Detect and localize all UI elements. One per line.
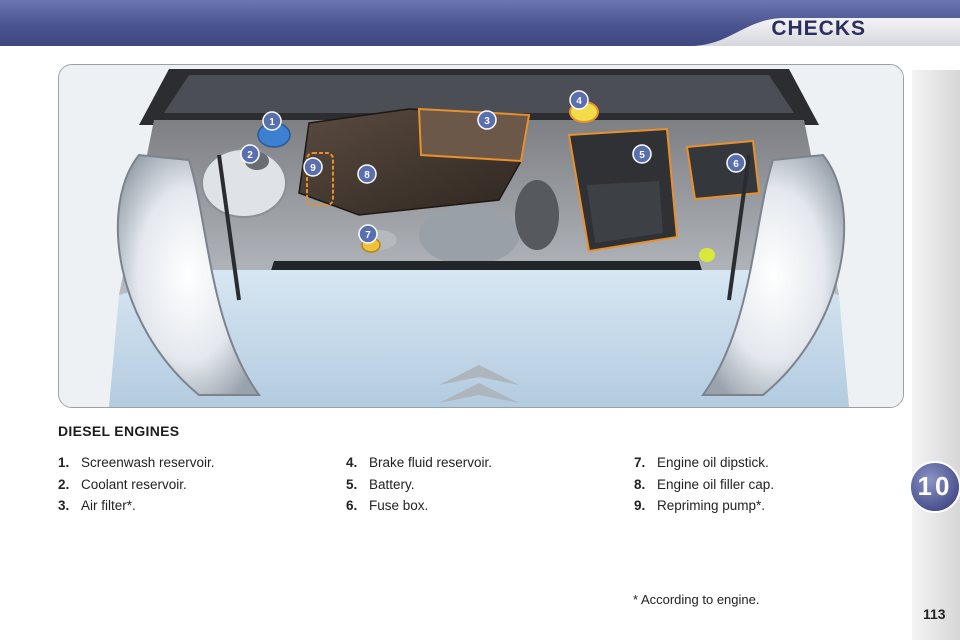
legend-number: 8. [634, 476, 646, 492]
chapter-badge [906, 460, 960, 514]
legend-text: Coolant reservoir. [81, 476, 187, 492]
legend-item [58, 477, 215, 499]
legend-item [634, 498, 774, 520]
legend-item [346, 477, 492, 499]
callout-2 [241, 145, 259, 163]
section-title: DIESEL ENGINES [58, 423, 180, 439]
legend-item [58, 498, 215, 520]
callout-8 [358, 165, 376, 183]
svg-text:9: 9 [310, 163, 316, 174]
legend-number: 9. [634, 498, 646, 513]
callout-6 [727, 154, 745, 172]
legend-text: Repriming pump*. [657, 498, 766, 513]
legend-number: 5. [346, 476, 358, 492]
side-strip [912, 70, 960, 640]
svg-text:3: 3 [484, 116, 490, 127]
callout-9 [304, 158, 322, 176]
legend-number: 4. [346, 455, 358, 470]
footnote: * According to engine. [633, 592, 760, 607]
legend-text: Fuse box. [369, 498, 429, 513]
legend-column-3 [634, 455, 774, 520]
svg-text:1: 1 [269, 117, 275, 128]
callout-1 [263, 112, 281, 130]
page-title: CHECKS [771, 17, 866, 40]
engine-bay-figure [58, 64, 904, 408]
legend-text: Battery. [369, 476, 415, 492]
legend-text: Brake fluid reservoir. [369, 455, 493, 470]
legend-item [346, 455, 492, 477]
svg-text:2: 2 [247, 150, 253, 161]
callout-5 [633, 145, 651, 163]
legend-item [346, 498, 492, 520]
engine-bay-illustration [59, 65, 903, 407]
svg-text:6: 6 [733, 159, 739, 170]
legend-text: Engine oil dipstick. [657, 455, 769, 470]
legend-number: 2. [58, 476, 70, 492]
svg-text:4: 4 [576, 96, 582, 107]
svg-text:5: 5 [639, 150, 645, 161]
callout-3 [478, 111, 496, 129]
legend-number: 6. [346, 498, 358, 513]
legend-text: Engine oil filler cap. [657, 476, 775, 492]
chapter-number: 10 [917, 471, 953, 501]
legend-number: 7. [634, 455, 646, 470]
callout-7 [359, 225, 377, 243]
legend-item [58, 455, 215, 477]
svg-text:8: 8 [364, 170, 370, 181]
legend-item [634, 455, 774, 477]
legend-number: 3. [58, 498, 70, 513]
page-number: 113 [923, 606, 946, 622]
legend-text: Screenwash reservoir. [81, 455, 215, 470]
legend-text: Air filter*. [81, 498, 136, 513]
legend-item [634, 477, 774, 499]
legend-number: 1. [58, 455, 70, 470]
svg-text:7: 7 [365, 230, 371, 241]
legend-column-2 [346, 455, 492, 520]
legend-column-1 [58, 455, 215, 520]
callout-4 [570, 91, 588, 109]
